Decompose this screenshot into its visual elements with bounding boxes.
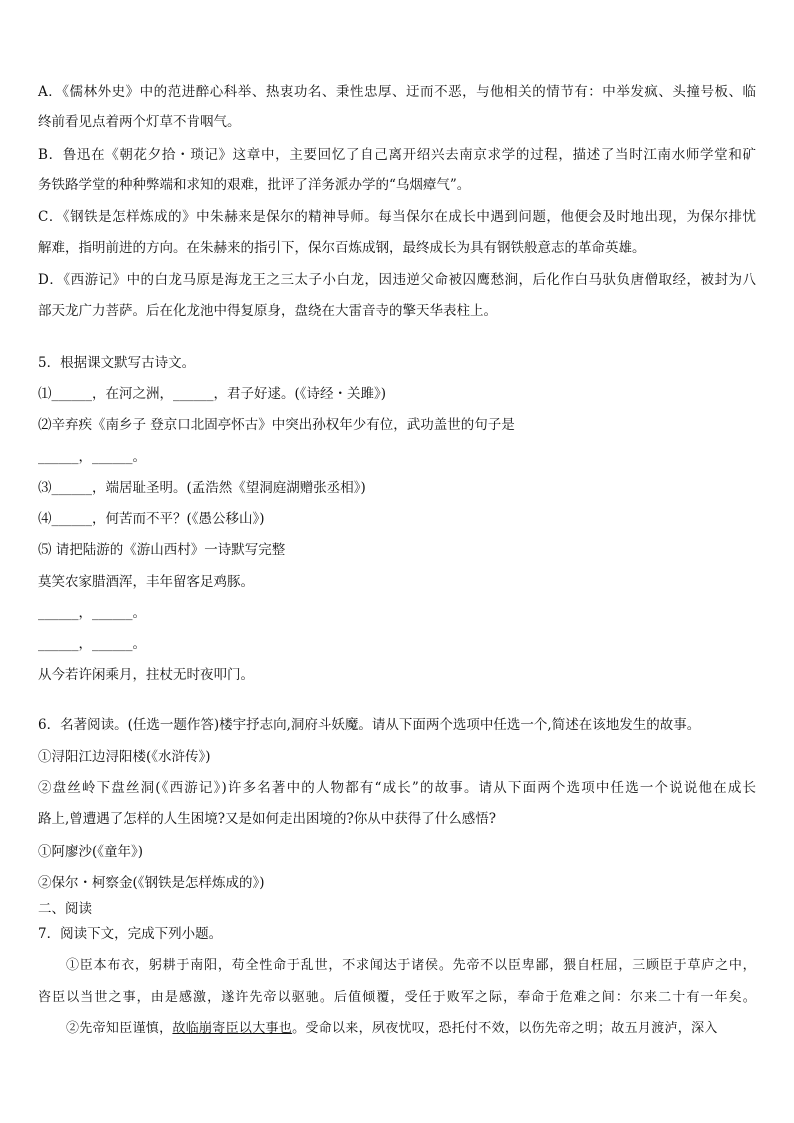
q5-poem-line-1: 莫笑农家腊酒浑，丰年留客足鸡豚。	[38, 574, 254, 590]
q5-poem-blank-1: ______，______。	[38, 605, 146, 621]
q6-option-2-line1: ②盘丝岭下盘丝洞(《西游记》)许多名著中的人物都有“成长”的故事。请从下面两个选项中任选一个说说他在成长	[38, 780, 756, 796]
q6-option-4: ②保尔・柯察金(《钢铁是怎样炼成的》)	[38, 875, 265, 891]
q5-poem-line-4: 从今若许闲乘月，拄杖无时夜叩门。	[38, 667, 254, 683]
q7-para2-underlined: 故临崩寄臣以大事也	[172, 1021, 293, 1036]
q7-para2-post: 。受命以来，夙夜忧叹，恐托付不效，以伤先帝之明；故五月渡泸，深入	[292, 1021, 718, 1036]
q4-option-b-line1: B．鲁迅在《朝花夕拾・琐记》这章中，主要回忆了自己离开绍兴去南京求学的过程，描述了当时江南水师学堂和矿	[38, 147, 756, 163]
q5-item-3: ⑶______，端居耻圣明。(孟浩然《望洞庭湖赠张丞相》)	[38, 480, 366, 496]
q6-option-2-line2: 路上,曾遭遇了怎样的人生困境?又是如何走出困境的?你从中获得了什么感悟?	[38, 811, 497, 827]
q4-option-c-line1: C．《钢铁是怎样炼成的》中朱赫来是保尔的精神导师。每当保尔在成长中遇到问题，他便会及时地出现，为保尔排忧	[38, 209, 756, 225]
q5-item-2: ⑵辛弃疾《南乡子 登京口北固亭怀古》中突出孙权年少有位，武功盖世的句子是	[38, 417, 515, 433]
q7-title: 7．阅读下文，完成下列小题。	[38, 926, 223, 942]
q7-passage-para1-line2: 咨臣以当世之事，由是感激，遂许先帝以驱驰。后值倾覆，受任于败军之际，奉命于危难之间：尔来二十有一年矣。	[38, 990, 756, 1005]
q7-passage-para1-line1: ①臣本布衣，躬耕于南阳，苟全性命于乱世，不求闻达于诸侯。先帝不以臣卑鄙，猥自枉屈，三顾臣于草庐之中，	[66, 958, 756, 973]
q4-option-d-line2: 部天龙广力菩萨。后在化龙池中得复原身，盘绕在大雷音寺的擎天华表柱上。	[38, 303, 497, 319]
q5-item-1: ⑴______，在河之洲，______，君子好逑。(《诗经・关雎》)	[38, 386, 387, 402]
q4-option-a-line1: A．《儒林外史》中的范进醉心科举、热衷功名、秉性忠厚、迂而不恶，与他相关的情节有：中举发疯、头撞号板、临	[38, 84, 756, 100]
section-heading-reading: 二、阅读	[38, 901, 92, 917]
q5-title: 5．根据课文默写古诗文。	[38, 355, 196, 371]
q5-item-4: ⑷______，何苦而不平？(《愚公移山》)	[38, 511, 265, 527]
q6-title: 6．名著阅读。(任选一题作答)楼宇抒志向,洞府斗妖魔。请从下面两个选项中任选一个,简述在该地发生的故事。	[38, 717, 701, 733]
q4-option-c-line2: 解难，指明前进的方向。在朱赫来的指引下，保尔百炼成钢，最终成长为具有钢铁般意志的革命英雄。	[38, 240, 646, 256]
q7-para2-pre: ②先帝知臣谨慎，	[66, 1021, 173, 1036]
q5-item-2-blanks: ______，______。	[38, 449, 146, 465]
q4-option-b-line2: 务铁路学堂的种种弊端和求知的艰难，批评了洋务派办学的“乌烟瘴气”。	[38, 177, 471, 193]
q7-passage-para2-line1	[66, 1020, 756, 1038]
q4-option-a-line2: 终前看见点着两个灯草不肯咽气。	[38, 114, 241, 130]
q5-item-5: ⑸ 请把陆游的《游山西村》一诗默写完整	[38, 542, 286, 558]
q4-option-d-line1: D．《西游记》中的白龙马原是海龙王之三太子小白龙，因违逆父命被囚鹰愁涧，后化作白马驮负唐僧取经，被封为八	[38, 272, 756, 288]
q5-poem-blank-2: ______，______。	[38, 636, 146, 652]
q6-option-1: ①浔阳江边浔阳楼(《水浒传》)	[38, 749, 211, 765]
q6-option-3: ①阿廖沙(《童年》)	[38, 844, 144, 860]
